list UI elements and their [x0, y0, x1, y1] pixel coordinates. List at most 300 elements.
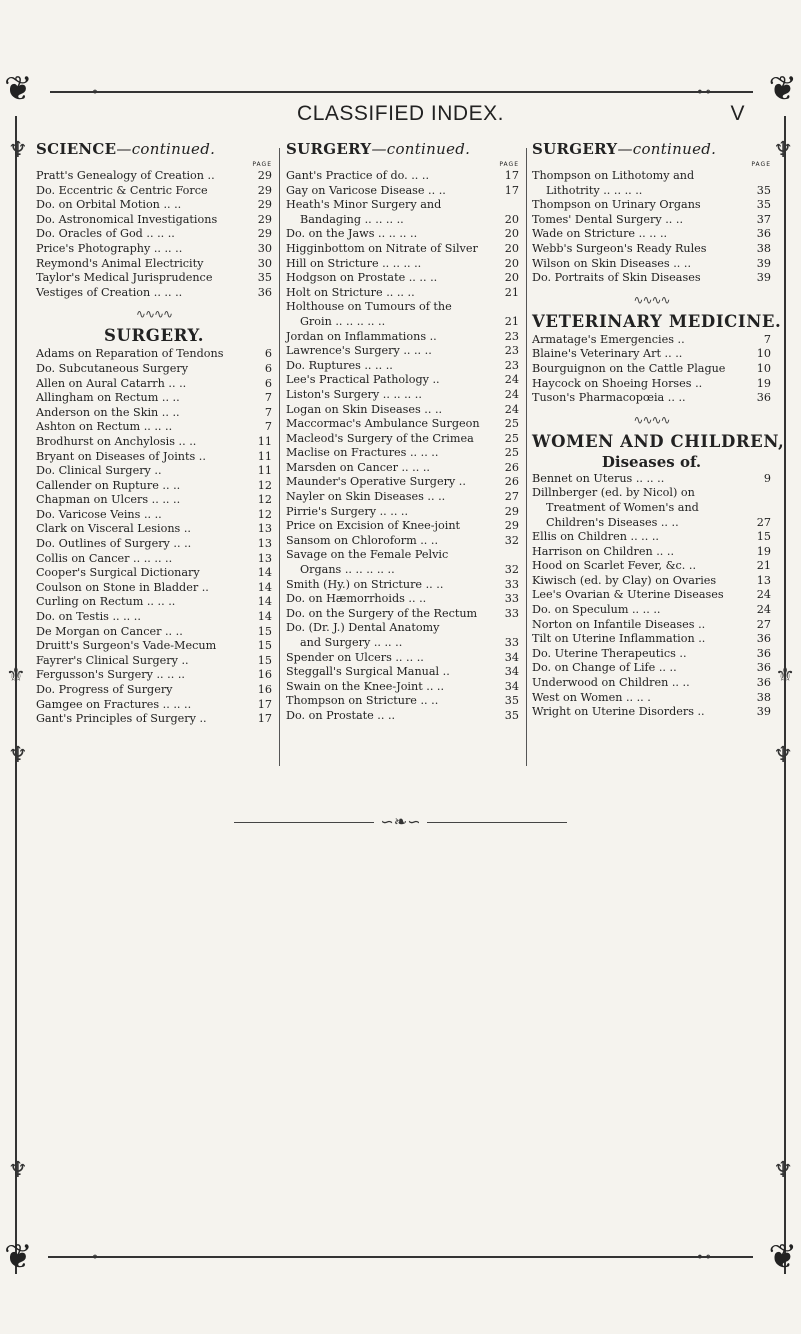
entry-title: Wade on Stricture .. .. .. [532, 227, 668, 241]
index-column-1 [36, 140, 272, 780]
entry-page-number: 33 [504, 577, 519, 591]
section-heading [532, 311, 782, 331]
entry-page-number: 20 [504, 256, 519, 270]
index-entry [36, 169, 272, 184]
entry-page-number: 39 [756, 705, 771, 719]
entry-title: Gant's Practice of do. .. .. [286, 169, 430, 182]
entry-title: Dillnberger (ed. by Nicol) on [532, 486, 695, 500]
entry-page-number: 13 [257, 537, 272, 551]
entry-page-number: 19 [756, 376, 771, 390]
index-entry [286, 403, 519, 418]
entry-page-number: 16 [257, 683, 272, 696]
entry-title: Pratt's Genealogy of Creation .. [36, 169, 215, 182]
entry-title: Collis on Cancer .. .. .. .. [36, 551, 173, 565]
entry-title: Haycock on Shoeing Horses .. [532, 376, 703, 390]
index-entry [286, 315, 519, 330]
entry-title: Marsden on Cancer .. .. .. [286, 460, 430, 474]
bottom-border-rule [48, 1256, 753, 1258]
entry-page-number: 17 [257, 697, 272, 711]
entry-page-number: 7 [264, 405, 272, 419]
index-entry-list [532, 169, 771, 286]
entry-title: Adams on Reparation of Tendons [36, 347, 224, 361]
index-entry [36, 712, 272, 727]
entry-page-number: 30 [257, 256, 272, 270]
index-entry [286, 417, 519, 432]
index-entry [286, 519, 519, 534]
index-entry [286, 359, 519, 374]
index-entry [286, 548, 519, 563]
entry-page-number: 6 [264, 347, 272, 361]
index-entry [286, 198, 519, 213]
entry-page-number: 17 [504, 183, 519, 197]
entry-page-number: 35 [756, 198, 771, 212]
index-entry [36, 698, 272, 713]
entry-title: Savage on the Female Pelvic [286, 548, 449, 562]
entry-title: Webb's Surgeon's Ready Rules [532, 241, 707, 255]
index-entry [36, 537, 272, 552]
index-entry [36, 227, 272, 242]
entry-title: Harrison on Children .. .. [532, 544, 675, 558]
index-entry [286, 184, 519, 199]
entry-page-number: 25 [504, 446, 519, 460]
index-entry [532, 362, 771, 377]
entry-title: Underwood on Children .. .. [532, 676, 690, 690]
index-entry [532, 227, 771, 242]
entry-page-number: 33 [504, 592, 519, 606]
entry-title: Do. Ruptures .. .. .. [286, 358, 393, 372]
entry-page-number: 10 [756, 361, 771, 375]
entry-title: Bourguignon on the Cattle Plague [532, 361, 726, 375]
entry-page-number: 17 [504, 169, 519, 182]
index-entry [36, 625, 272, 640]
entry-title: Allingham on Rectum .. .. [36, 391, 180, 405]
index-entry [36, 683, 272, 698]
index-entry [36, 595, 272, 610]
index-entry [286, 709, 519, 724]
entry-page-number: 11 [257, 464, 272, 478]
entry-title: Do. on Testis .. .. .. [36, 610, 141, 624]
entry-page-number: 37 [756, 212, 771, 226]
index-entry [532, 516, 771, 531]
index-entry [36, 566, 272, 581]
side-ornament-icon: ⚜ [775, 663, 795, 688]
entry-page-number: 14 [257, 566, 272, 580]
index-entry [532, 271, 771, 286]
section-heading-text: SURGERY [286, 140, 372, 158]
entry-page-number: 29 [504, 519, 519, 533]
entry-title: Vestiges of Creation .. .. .. [36, 285, 183, 299]
column-divider [279, 148, 280, 766]
entry-page-number: 36 [756, 646, 771, 660]
entry-page-number: 20 [504, 227, 519, 241]
index-entry [532, 472, 771, 487]
page-column-label: PAGE [499, 161, 519, 168]
entry-page-number: 30 [257, 241, 272, 255]
index-entry [286, 607, 519, 622]
index-entry [286, 636, 519, 651]
entry-title: Bandaging .. .. .. .. [300, 212, 404, 226]
index-entry [36, 464, 272, 479]
entry-title: Do. Astronomical Investigations [36, 212, 218, 226]
border-knot-icon: ⊸ [86, 84, 98, 100]
running-head [50, 102, 751, 124]
index-entry [36, 552, 272, 567]
index-entry [286, 344, 519, 359]
entry-title: Gay on Varicose Disease .. .. [286, 183, 446, 197]
entry-title: Children's Diseases .. .. [546, 515, 679, 529]
entry-page-number: 38 [756, 241, 771, 255]
entry-title: Pirrie's Surgery .. .. .. [286, 504, 409, 518]
entry-title: Do. on the Jaws .. .. .. .. [286, 227, 418, 241]
entry-page-number: 29 [257, 169, 272, 182]
index-entry [532, 618, 771, 633]
entry-title: Logan on Skin Diseases .. .. [286, 402, 443, 416]
index-entry [532, 559, 771, 574]
entry-title: Hill on Stricture .. .. .. .. [286, 256, 422, 270]
entry-title: Bennet on Uterus .. .. .. [532, 471, 665, 485]
entry-title: Blaine's Veterinary Art .. .. [532, 347, 683, 361]
entry-title: Hood on Scarlet Fever, &c. .. [532, 559, 697, 573]
index-entry [36, 522, 272, 537]
entry-title: Callender on Rupture .. .. [36, 478, 181, 492]
entry-page-number: 24 [756, 603, 771, 617]
index-entry [286, 227, 519, 242]
entry-title: Do. Eccentric & Centric Force [36, 183, 208, 197]
entry-title: Do. on Prostate .. .. [286, 708, 396, 722]
entry-page-number: 24 [504, 373, 519, 387]
entry-page-number: 35 [504, 694, 519, 708]
side-ornament-icon: ♆ [8, 743, 28, 768]
entry-title: Do. Portraits of Skin Diseases [532, 271, 701, 285]
index-entry [286, 665, 519, 680]
entry-page-number: 11 [257, 434, 272, 448]
index-entry [286, 592, 519, 607]
index-entry [532, 603, 771, 618]
entry-page-number: 20 [504, 271, 519, 285]
entry-page-number: 36 [756, 391, 771, 405]
index-entry [532, 632, 771, 647]
entry-title: Do. (Dr. J.) Dental Anatomy [286, 621, 440, 635]
entry-page-number: 7 [264, 420, 272, 434]
index-entry [36, 610, 272, 625]
corner-ornament-icon: ❦ [768, 1237, 797, 1277]
index-entry [286, 680, 519, 695]
border-knot-icon: ⊷ [697, 1249, 711, 1265]
index-entry [286, 621, 519, 636]
entry-page-number: 17 [257, 712, 272, 726]
index-entry [36, 347, 272, 362]
entry-title: Lee's Practical Pathology .. [286, 373, 440, 387]
entry-page-number: 29 [257, 212, 272, 226]
entry-page-number: 25 [504, 431, 519, 445]
index-column-2 [286, 140, 519, 780]
entry-title: Do. on Speculum .. .. .. [532, 603, 661, 617]
entry-page-number: 32 [504, 563, 519, 577]
entry-title: Groin .. .. .. .. .. [300, 314, 386, 328]
index-entry [532, 574, 771, 589]
entry-title: Do. Progress of Surgery [36, 683, 173, 696]
entry-title: Kiwisch (ed. by Clay) on Ovaries [532, 573, 717, 587]
entry-page-number: 35 [504, 708, 519, 722]
index-entry [286, 388, 519, 403]
entry-title: Do. on Hæmorrhoids .. .. [286, 592, 427, 606]
entry-page-number: 38 [756, 690, 771, 704]
index-entry-list [36, 169, 272, 300]
section-heading [532, 140, 771, 158]
entry-page-number: 12 [257, 507, 272, 521]
entry-page-number: 15 [257, 624, 272, 638]
entry-title: Holt on Stricture .. .. .. [286, 285, 415, 299]
index-entry [532, 647, 771, 662]
page-column-label: PAGE [252, 161, 272, 168]
entry-title: Allen on Aural Catarrh .. .. [36, 376, 187, 390]
index-entry [286, 300, 519, 315]
entry-page-number: 12 [257, 478, 272, 492]
entry-page-number: 7 [763, 332, 771, 346]
index-entry [532, 391, 771, 406]
index-entry [36, 435, 272, 450]
entry-page-number: 7 [264, 391, 272, 405]
entry-page-number: 14 [257, 610, 272, 624]
entry-title: Chapman on Ulcers .. .. .. [36, 493, 181, 507]
index-entry [532, 588, 771, 603]
entry-page-number: 11 [257, 449, 272, 463]
index-entry [36, 377, 272, 392]
index-entry [286, 461, 519, 476]
section-heading-text: SCIENCE [36, 140, 117, 158]
entry-title: Ashton on Rectum .. .. .. [36, 420, 173, 434]
section-divider-ornament: ∿∿∿∿ [633, 292, 670, 307]
page-column-label: PAGE [751, 161, 771, 168]
index-entry-list [532, 472, 771, 720]
index-entry [532, 530, 771, 545]
entry-page-number: 29 [257, 227, 272, 241]
index-entry [532, 347, 771, 362]
index-entry [532, 501, 771, 516]
entry-page-number: 29 [257, 183, 272, 197]
section-divider-ornament: ∿∿∿∿ [135, 307, 173, 322]
index-entry [532, 676, 771, 691]
index-entry [532, 705, 771, 720]
entry-title: De Morgan on Cancer .. .. [36, 624, 183, 638]
side-ornament-icon: ♆ [8, 1158, 28, 1183]
entry-title: Do. Oracles of God .. .. .. [36, 227, 175, 241]
section-heading-suffix: —continued. [371, 140, 471, 158]
entry-page-number: 23 [504, 358, 519, 372]
entry-title: Armatage's Emergencies .. [532, 332, 685, 346]
entry-title: Lee's Ovarian & Uterine Diseases [532, 588, 724, 602]
entry-page-number: 39 [756, 271, 771, 285]
entry-page-number: 36 [257, 285, 272, 299]
index-entry [532, 486, 771, 501]
index-entry [286, 330, 519, 345]
entry-title: Higginbottom on Nitrate of Silver [286, 241, 478, 255]
entry-page-number: 15 [257, 639, 272, 653]
index-entry [36, 257, 272, 272]
entry-page-number: 24 [756, 588, 771, 602]
index-entry [36, 479, 272, 494]
index-entry [36, 406, 272, 421]
entry-title: Wilson on Skin Diseases .. .. [532, 256, 691, 270]
entry-page-number: 13 [756, 573, 771, 587]
index-entry-list [36, 347, 272, 726]
entry-page-number: 14 [257, 580, 272, 594]
entry-page-number: 35 [257, 271, 272, 285]
index-entry [532, 257, 771, 272]
entry-title: Do. Subcutaneous Surgery [36, 361, 189, 375]
entry-title: Clark on Visceral Lesions .. [36, 522, 191, 536]
entry-title: Steggall's Surgical Manual .. [286, 665, 450, 679]
entry-title: Do. Outlines of Surgery .. .. [36, 537, 192, 551]
entry-page-number: 36 [756, 676, 771, 690]
entry-title: Do. Varicose Veins .. .. [36, 507, 162, 521]
entry-title: Thompson on Lithotomy and [532, 169, 695, 182]
entry-title: Cooper's Surgical Dictionary [36, 566, 200, 580]
entry-page-number: 27 [504, 490, 519, 504]
section-heading [36, 140, 272, 158]
entry-title: Organs .. .. .. .. .. [300, 563, 395, 577]
entry-page-number: 23 [504, 329, 519, 343]
entry-title: Thompson on Stricture .. .. [286, 694, 439, 708]
top-border-rule [50, 91, 753, 93]
index-entry [286, 169, 519, 184]
section-subheading: Diseases of. [601, 452, 702, 471]
index-column-3 [532, 140, 785, 780]
entry-page-number: 6 [264, 361, 272, 375]
entry-title: Tuson's Pharmacopœia .. .. [532, 391, 686, 405]
section-divider-ornament: ∿∿∿∿ [633, 412, 670, 427]
entry-title: Norton on Infantile Diseases .. [532, 617, 706, 631]
section-heading-text: VETERINARY MEDICINE. [532, 311, 782, 331]
entry-title: Bryant on Diseases of Joints .. [36, 449, 206, 463]
entry-title: Treatment of Women's and [546, 500, 699, 514]
entry-title: and Surgery .. .. .. [300, 636, 403, 649]
side-ornament-icon: ♆ [773, 138, 793, 163]
entry-page-number: 21 [504, 285, 519, 299]
side-ornament-icon: ♆ [773, 743, 793, 768]
entry-title: Holthouse on Tumours of the [286, 300, 452, 314]
flourish-icon: ∽❧∽ [380, 812, 421, 831]
section-heading-text: WOMEN AND CHILDREN, [532, 431, 785, 451]
entry-page-number: 14 [257, 595, 272, 609]
entry-title: Macleod's Surgery of the Crimea [286, 431, 474, 445]
entry-page-number: 39 [756, 256, 771, 270]
footer-ornament [0, 812, 801, 831]
index-entry [36, 271, 272, 286]
entry-title: Do. on Change of Life .. .. [532, 661, 677, 675]
entry-page-number: 25 [504, 417, 519, 431]
index-entry [286, 213, 519, 228]
corner-ornament-icon: ❦ [4, 69, 33, 109]
index-entry [286, 286, 519, 301]
entry-title: Druitt's Surgeon's Vade-Mecum [36, 639, 217, 653]
index-entry [532, 198, 771, 213]
entry-title: Ellis on Children .. .. .. [532, 530, 659, 544]
index-columns [36, 140, 785, 780]
entry-title: Jordan on Inflammations .. [286, 329, 437, 343]
entry-page-number: 36 [756, 661, 771, 675]
entry-page-number: 10 [756, 347, 771, 361]
section-heading-suffix: —continued. [116, 140, 216, 158]
entry-title: Maccormac's Ambulance Surgeon [286, 417, 480, 431]
index-entry [286, 432, 519, 447]
entry-title: West on Women .. .. . [532, 690, 651, 704]
entry-page-number: 34 [504, 650, 519, 664]
entry-page-number: 21 [756, 559, 771, 573]
index-entry [36, 391, 272, 406]
entry-title: Liston's Surgery .. .. .. .. [286, 387, 422, 401]
index-entry [532, 377, 771, 392]
index-entry [36, 450, 272, 465]
index-entry [36, 198, 272, 213]
index-entry [532, 213, 771, 228]
corner-ornament-icon: ❦ [768, 69, 797, 109]
index-entry [286, 271, 519, 286]
corner-ornament-icon: ❦ [4, 1237, 33, 1277]
entry-page-number: 29 [257, 198, 272, 212]
side-ornament-icon: ♆ [8, 138, 28, 163]
entry-title: Gant's Principles of Surgery .. [36, 712, 207, 726]
index-entry [286, 490, 519, 505]
entry-title: Fayrer's Clinical Surgery .. [36, 653, 189, 667]
index-entry [36, 420, 272, 435]
page-number: V [730, 102, 745, 125]
index-entry [286, 534, 519, 549]
entry-title: Maclise on Fractures .. .. .. [286, 446, 439, 460]
entry-title: Hodgson on Prostate .. .. .. [286, 271, 438, 285]
entry-title: Taylor's Medical Jurisprudence [36, 271, 213, 285]
index-entry [532, 169, 771, 184]
entry-page-number: 36 [756, 632, 771, 646]
index-entry-list [532, 333, 771, 406]
index-entry [286, 446, 519, 461]
index-entry [532, 184, 771, 199]
entry-title: Anderson on the Skin .. .. [36, 405, 180, 419]
entry-page-number: 24 [504, 387, 519, 401]
border-knot-icon: ⊸ [86, 1249, 98, 1265]
entry-page-number: 9 [763, 471, 771, 485]
side-ornament-icon: ⚜ [6, 663, 26, 688]
index-entry [36, 362, 272, 377]
entry-title: Price's Photography .. .. .. [36, 241, 183, 255]
index-entry [36, 242, 272, 257]
section-heading [532, 431, 785, 451]
entry-title: Do. Uterine Therapeutics .. [532, 646, 687, 660]
entry-page-number: 20 [504, 241, 519, 255]
index-entry [286, 563, 519, 578]
index-entry [286, 373, 519, 388]
index-entry [286, 257, 519, 272]
entry-title: Maunder's Operative Surgery .. [286, 475, 466, 489]
index-entry [532, 691, 771, 706]
entry-page-number: 36 [756, 227, 771, 241]
entry-page-number: 16 [257, 668, 272, 682]
entry-title: Smith (Hy.) on Stricture .. .. [286, 577, 444, 591]
entry-title: Heath's Minor Surgery and [286, 198, 442, 212]
entry-page-number: 27 [756, 617, 771, 631]
entry-title: Brodhurst on Anchylosis .. .. [36, 434, 197, 448]
entry-title: Reymond's Animal Electricity [36, 256, 204, 270]
entry-page-number: 6 [264, 376, 272, 390]
entry-title: Lithotrity .. .. .. .. [546, 183, 643, 197]
entry-page-number: 33 [504, 606, 519, 620]
entry-page-number: 12 [257, 493, 272, 507]
index-entry [532, 661, 771, 676]
entry-title: Fergusson's Surgery .. .. .. [36, 668, 185, 682]
index-entry [286, 694, 519, 709]
page-title: CLASSIFIED INDEX. [297, 102, 504, 125]
entry-page-number: 19 [756, 544, 771, 558]
